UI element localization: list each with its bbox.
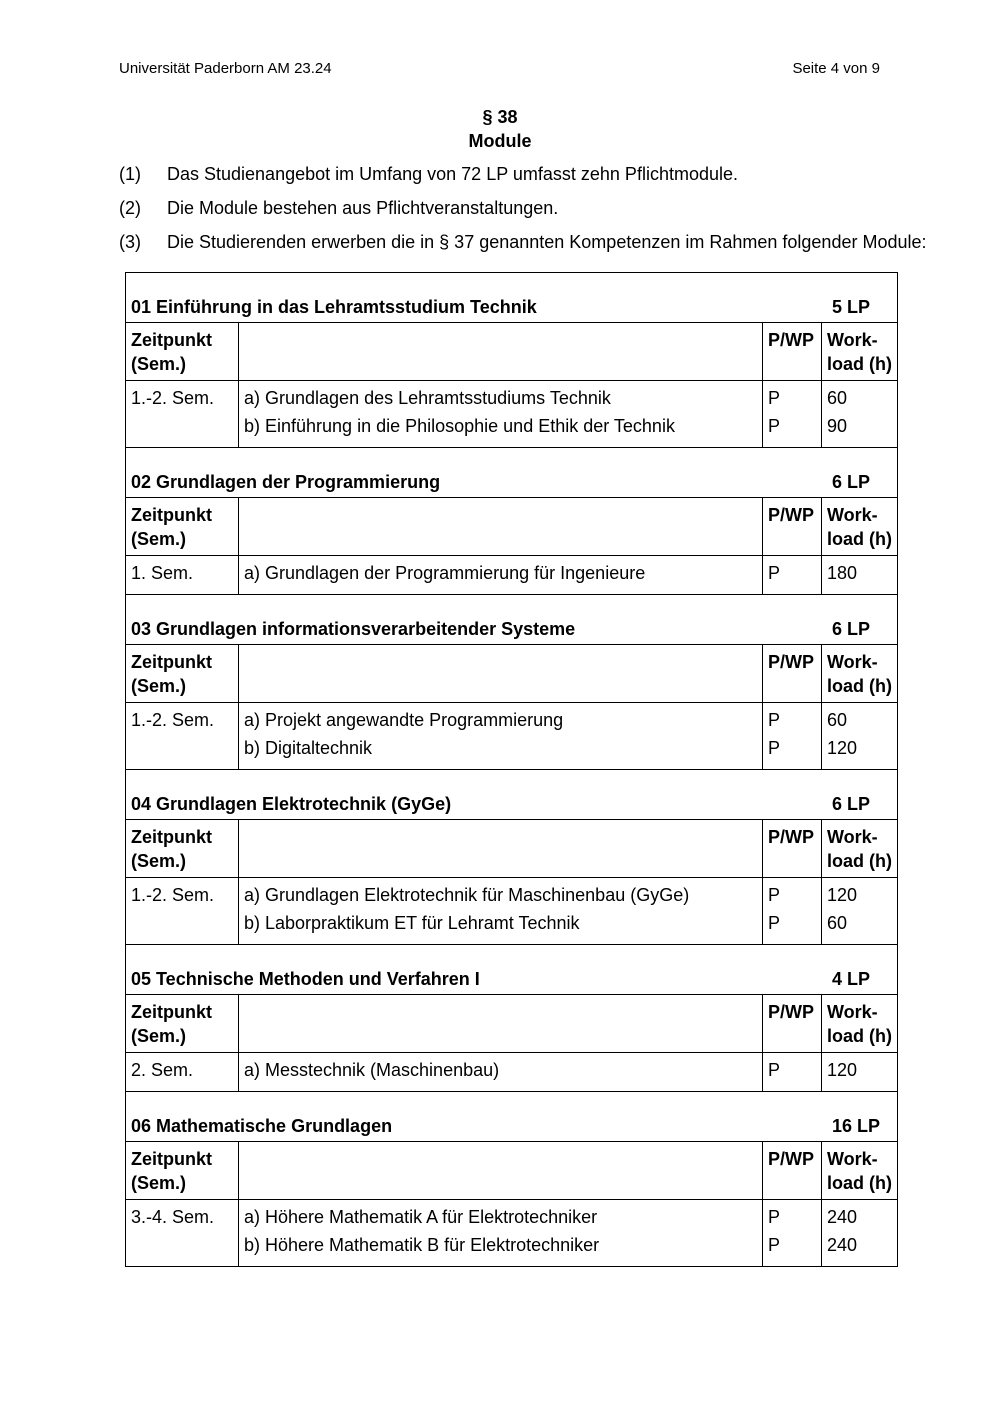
header-workload xyxy=(822,323,897,380)
module-title-row xyxy=(126,595,897,645)
header-zeitpunkt-line2: (Sem.) xyxy=(131,1026,187,1046)
header-pwp: P/WP xyxy=(763,498,822,555)
course-pwp: P xyxy=(768,710,781,730)
module-credits: 4 LP xyxy=(832,969,871,989)
module-credits: 5 LP xyxy=(832,297,871,317)
module-title: 05 Technische Methoden und Verfahren I xyxy=(131,969,480,989)
header-workload-line2: load (h) xyxy=(827,354,892,374)
module-title: 06 Mathematische Grundlagen xyxy=(131,1116,393,1136)
course-workload: 60 xyxy=(827,710,848,730)
module-title-row xyxy=(126,448,897,498)
course-workload: 60 xyxy=(827,913,848,933)
modules-table xyxy=(125,272,898,1267)
module-title: 01 Einführung in das Lehramtsstudium Technik xyxy=(131,297,537,317)
module-column-header xyxy=(126,323,897,381)
course-pwps xyxy=(763,381,822,447)
header-zeitpunkt-line2: (Sem.) xyxy=(131,851,187,871)
header-workload xyxy=(822,645,897,702)
course-name: b) Höhere Mathematik B für Elektrotechniker xyxy=(244,1235,600,1255)
course-names xyxy=(239,1053,763,1091)
paragraph-1 xyxy=(119,162,738,186)
header-workload-line1: Work- xyxy=(827,330,878,350)
module-column-header xyxy=(126,995,897,1053)
course-pwps xyxy=(763,878,822,944)
course-pwps xyxy=(763,556,822,594)
header-zeitpunkt xyxy=(126,323,239,380)
course-pwp: P xyxy=(768,738,781,758)
course-pwp: P xyxy=(768,885,781,905)
course-name: a) Projekt angewandte Programmierung xyxy=(244,710,564,730)
header-course xyxy=(239,995,763,1052)
header-course xyxy=(239,1142,763,1199)
module-title-row xyxy=(126,770,897,820)
course-pwp: P xyxy=(768,1235,781,1255)
header-course xyxy=(239,323,763,380)
course-workloads xyxy=(822,556,897,594)
course-names xyxy=(239,878,763,944)
module-block xyxy=(126,770,897,945)
header-zeitpunkt-line1: Zeitpunkt xyxy=(131,1149,212,1169)
header-zeitpunkt-line2: (Sem.) xyxy=(131,529,187,549)
semester-value: 2. Sem. xyxy=(131,1060,194,1080)
course-workload: 240 xyxy=(827,1235,858,1255)
course-workload: 240 xyxy=(827,1207,858,1227)
module-credits: 16 LP xyxy=(832,1116,881,1136)
semester-value: 1.-2. Sem. xyxy=(131,710,215,730)
header-course xyxy=(239,820,763,877)
course-names xyxy=(239,1200,763,1266)
paragraph-number: (1) xyxy=(119,164,141,184)
header-workload-line1: Work- xyxy=(827,1149,878,1169)
course-workload: 120 xyxy=(827,885,858,905)
module-title-row xyxy=(126,945,897,995)
module-column-header xyxy=(126,820,897,878)
course-pwps xyxy=(763,1200,822,1266)
paragraph-text: Die Studierenden erwerben die in § 37 genannten Kompetenzen im Rahmen folgender Module: xyxy=(167,232,927,252)
header-workload-line2: load (h) xyxy=(827,851,892,871)
module-title: 02 Grundlagen der Programmierung xyxy=(131,472,441,492)
section-number: § 38 xyxy=(482,107,518,127)
course-pwp: P xyxy=(768,1060,781,1080)
course-workloads xyxy=(822,1200,897,1266)
course-pwp: P xyxy=(768,416,781,436)
course-workload: 60 xyxy=(827,388,848,408)
header-institution: Universität Paderborn AM 23.24 xyxy=(119,60,332,77)
semester-value: 3.-4. Sem. xyxy=(131,1207,215,1227)
header-workload-line1: Work- xyxy=(827,505,878,525)
header-zeitpunkt-line1: Zeitpunkt xyxy=(131,827,212,847)
module-block xyxy=(126,945,897,1092)
header-pwp: P/WP xyxy=(763,323,822,380)
header-pwp: P/WP xyxy=(763,645,822,702)
header-workload-line2: load (h) xyxy=(827,529,892,549)
module-title-row xyxy=(126,273,897,323)
module-column-header xyxy=(126,498,897,556)
header-zeitpunkt xyxy=(126,1142,239,1199)
semester-value: 1.-2. Sem. xyxy=(131,885,215,905)
course-semester xyxy=(126,1200,239,1266)
paragraph-text: Das Studienangebot im Umfang von 72 LP umfasst zehn Pflichtmodule. xyxy=(167,164,738,184)
header-course xyxy=(239,498,763,555)
header-pwp: P/WP xyxy=(763,995,822,1052)
semester-value: 1.-2. Sem. xyxy=(131,388,215,408)
section-title: Module xyxy=(468,131,532,151)
module-credits: 6 LP xyxy=(832,794,871,814)
course-pwps xyxy=(763,703,822,769)
module-title-row xyxy=(126,1092,897,1142)
module-course-row xyxy=(126,1200,897,1267)
course-names xyxy=(239,556,763,594)
course-semester xyxy=(126,381,239,447)
course-name: a) Messtechnik (Maschinenbau) xyxy=(244,1060,500,1080)
course-pwps xyxy=(763,1053,822,1091)
module-course-row xyxy=(126,381,897,448)
module-course-row xyxy=(126,878,897,945)
course-semester xyxy=(126,1053,239,1091)
header-zeitpunkt-line1: Zeitpunkt xyxy=(131,505,212,525)
course-names xyxy=(239,703,763,769)
header-zeitpunkt-line2: (Sem.) xyxy=(131,676,187,696)
course-semester xyxy=(126,878,239,944)
paragraph-number: (2) xyxy=(119,198,141,218)
header-page-number: Seite 4 von 9 xyxy=(792,60,880,77)
header-zeitpunkt xyxy=(126,498,239,555)
course-name: a) Höhere Mathematik A für Elektrotechniker xyxy=(244,1207,598,1227)
header-pwp: P/WP xyxy=(763,1142,822,1199)
course-pwp: P xyxy=(768,913,781,933)
header-workload-line2: load (h) xyxy=(827,1026,892,1046)
header-workload-line1: Work- xyxy=(827,1002,878,1022)
course-workloads xyxy=(822,1053,897,1091)
course-semester xyxy=(126,703,239,769)
module-column-header xyxy=(126,645,897,703)
semester-value: 1. Sem. xyxy=(131,563,194,583)
header-zeitpunkt xyxy=(126,995,239,1052)
header-zeitpunkt-line1: Zeitpunkt xyxy=(131,330,212,350)
header-zeitpunkt-line2: (Sem.) xyxy=(131,1173,187,1193)
course-name: a) Grundlagen des Lehramtsstudiums Technik xyxy=(244,388,611,408)
header-course xyxy=(239,645,763,702)
header-workload xyxy=(822,1142,897,1199)
course-name: b) Einführung in die Philosophie und Ethik der Technik xyxy=(244,416,675,436)
module-course-row xyxy=(126,1053,897,1092)
header-workload xyxy=(822,498,897,555)
course-semester xyxy=(126,556,239,594)
header-workload-line2: load (h) xyxy=(827,1173,892,1193)
header-pwp: P/WP xyxy=(763,820,822,877)
course-workload: 180 xyxy=(827,563,858,583)
header-zeitpunkt xyxy=(126,645,239,702)
header-zeitpunkt-line1: Zeitpunkt xyxy=(131,652,212,672)
course-name: a) Grundlagen der Programmierung für Ingenieure xyxy=(244,563,646,583)
paragraph-3 xyxy=(119,230,927,254)
header-workload-line1: Work- xyxy=(827,827,878,847)
module-title: 04 Grundlagen Elektrotechnik (GyGe) xyxy=(131,794,452,814)
course-pwp: P xyxy=(768,1207,781,1227)
course-pwp: P xyxy=(768,388,781,408)
header-workload-line1: Work- xyxy=(827,652,878,672)
paragraph-2 xyxy=(119,196,558,220)
course-workloads xyxy=(822,878,897,944)
course-workload: 120 xyxy=(827,1060,858,1080)
module-block xyxy=(126,273,897,448)
module-credits: 6 LP xyxy=(832,619,871,639)
course-workload: 120 xyxy=(827,738,858,758)
module-credits: 6 LP xyxy=(832,472,871,492)
header-zeitpunkt-line1: Zeitpunkt xyxy=(131,1002,212,1022)
header-zeitpunkt xyxy=(126,820,239,877)
module-course-row xyxy=(126,556,897,595)
module-column-header xyxy=(126,1142,897,1200)
module-block xyxy=(126,448,897,595)
header-zeitpunkt-line2: (Sem.) xyxy=(131,354,187,374)
paragraph-text: Die Module bestehen aus Pflichtveranstaltungen. xyxy=(167,198,559,218)
module-course-row xyxy=(126,703,897,770)
course-name: b) Digitaltechnik xyxy=(244,738,373,758)
paragraph-number: (3) xyxy=(119,232,141,252)
course-workloads xyxy=(822,703,897,769)
header-workload xyxy=(822,820,897,877)
module-block xyxy=(126,1092,897,1267)
course-name: b) Laborpraktikum ET für Lehramt Technik xyxy=(244,913,580,933)
course-workload: 90 xyxy=(827,416,848,436)
module-title: 03 Grundlagen informationsverarbeitender Systeme xyxy=(131,619,576,639)
course-workloads xyxy=(822,381,897,447)
course-name: a) Grundlagen Elektrotechnik für Maschinenbau (GyGe) xyxy=(244,885,690,905)
module-block xyxy=(126,595,897,770)
course-names xyxy=(239,381,763,447)
header-workload-line2: load (h) xyxy=(827,676,892,696)
course-pwp: P xyxy=(768,563,781,583)
header-workload xyxy=(822,995,897,1052)
